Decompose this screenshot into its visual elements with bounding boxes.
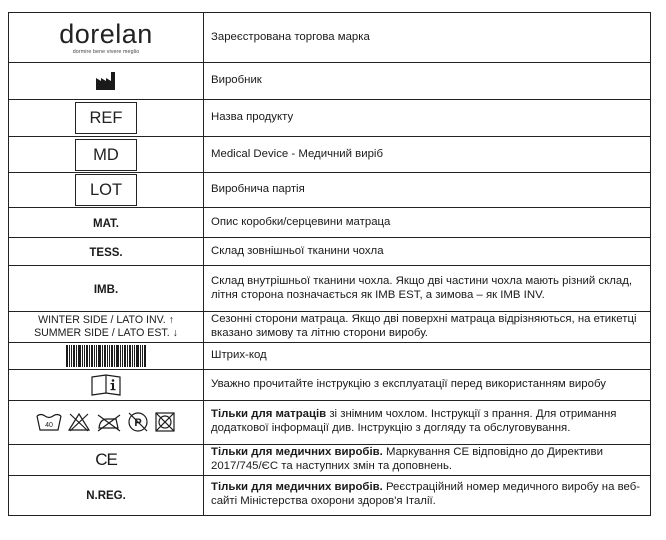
table-row xyxy=(9,312,651,343)
row-description: Зареєстрована торгова марка xyxy=(204,13,651,63)
no-tumble-dry-icon xyxy=(154,412,176,432)
table-row xyxy=(9,369,651,400)
row-description: Сезонні сторони матраца. Якщо дві поверхні матраца відрізняються, на етикетці вказано зимову та літню сторони виробу. xyxy=(204,312,651,343)
table-row xyxy=(9,400,651,444)
desc-text: Маркування CE відповідно до Директиви 2017/745/ЄС та наступних змін та доповнень. xyxy=(211,445,603,472)
barcode-icon xyxy=(66,345,146,367)
dry-clean-p-icon xyxy=(127,411,149,433)
svg-text:40: 40 xyxy=(45,422,53,430)
mat-code: MAT. xyxy=(93,217,119,230)
row-description: Склад внутрішньої тканини чохла. Якщо дві частини чохла мають різний склад, літня сторона позначається як IMB EST, а зимова – як IMB INV. xyxy=(204,266,651,312)
desc-bold: Тільки для медичних виробів. xyxy=(211,445,383,458)
table-row xyxy=(9,238,651,266)
md-symbol: MD xyxy=(75,139,137,171)
logo-tagline: dormire bene vivere meglio xyxy=(72,48,140,55)
table-row xyxy=(9,342,651,369)
table-row xyxy=(9,137,651,173)
row-description: Виробнича партія xyxy=(204,173,651,208)
tess-code: TESS. xyxy=(89,246,123,259)
row-description: Medical Device - Медичний виріб xyxy=(204,137,651,173)
manufacturer-symbol xyxy=(9,63,204,100)
row-description: Уважно прочитайте інструкцію з експлуатації перед використанням виробу xyxy=(204,369,651,400)
table-row xyxy=(9,13,651,63)
lot-symbol: LOT xyxy=(75,174,137,206)
care-symbols xyxy=(9,411,203,433)
desc-bold: Тільки для матраців xyxy=(211,408,327,421)
table-row xyxy=(9,173,651,208)
summer-side-label: SUMMER SIDE / LATO EST. ↓ xyxy=(34,326,178,339)
ce-mark: CE xyxy=(95,449,117,469)
logo-wordmark: dorelan xyxy=(59,18,153,49)
no-bleach-icon xyxy=(67,412,91,432)
instructions-icon xyxy=(90,373,122,397)
row-description xyxy=(204,400,651,444)
table-row xyxy=(9,63,651,100)
ref-symbol: REF xyxy=(75,102,137,134)
desc-bold: Тільки для медичних виробів. xyxy=(211,481,383,494)
desc-text: зі знімним чохлом. Інструкції з прання. Для отримання додаткової інформації див. Інструкцію з догляду та обслуговування. xyxy=(211,408,617,435)
row-description xyxy=(204,475,651,515)
imb-code: IMB. xyxy=(93,283,119,296)
no-iron-icon xyxy=(96,412,122,432)
brand-logo xyxy=(9,13,204,63)
row-description: Склад зовнішньої тканини чохла xyxy=(204,238,651,266)
row-description xyxy=(204,444,651,475)
desc-text: Реєстраційний номер медичного виробу на веб-сайті Міністерства охорони здоров'я Італії. xyxy=(211,481,641,508)
symbols-legend-table xyxy=(8,12,651,516)
row-description: Опис коробки/серцевини матраца xyxy=(204,208,651,238)
nreg-code: N.REG. xyxy=(86,490,126,503)
table-row xyxy=(9,475,651,515)
table-row xyxy=(9,444,651,475)
table-row xyxy=(9,266,651,312)
table-row xyxy=(9,100,651,137)
row-description: Виробник xyxy=(204,63,651,100)
row-description: Назва продукту xyxy=(204,100,651,137)
winter-side-label: WINTER SIDE / LATO INV. ↑ xyxy=(38,314,174,327)
row-description: Штрих-код xyxy=(204,342,651,369)
table-row xyxy=(9,208,651,238)
svg-text:P: P xyxy=(134,417,142,430)
manufacturer-icon xyxy=(95,71,117,91)
wash-40-icon xyxy=(36,412,62,432)
